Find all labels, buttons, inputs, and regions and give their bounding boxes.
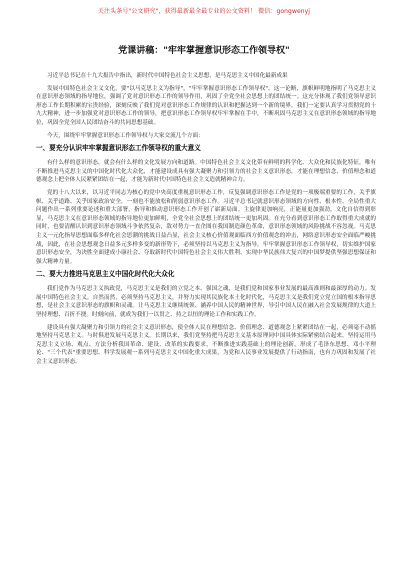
page-title: 党课讲稿："牢牢掌握意识形态工作领导权" xyxy=(118,46,290,56)
section-heading-2: 二、要大力推进马克思主义中国化时代化大众化 xyxy=(36,270,175,279)
paragraph: 今天，围绕牢牢掌握意识形态工作领导权与大家交流几个方面： xyxy=(47,132,204,139)
document-body xyxy=(36,72,376,371)
paragraph: 习近平总书记在十九大报告中指出，新时代中国特色社会主义思想，是马克思主义中国化最新成果 xyxy=(47,73,288,79)
paragraph: 我们党作为马克思主义执政党，马克思主义是我们的立党之本、强国之魂，是我们党和国家事业发展的最高准则和最深厚的动力。发展中国特色社会主义，自然而然，必须坚持马克思主义，并努力实现其民族化本土化时代化，马克思主义是我们党立党立国的根本指导思想，是社会主义意识形态的旗帜和灵魂。让马克思主义继续统领、涵养中国人民的精神世界，导引中国人民在融入社会发展规律的大道上坚持理想、百折不挠。时刻向前，就成为我们一以贯之、持之以恒的理论工作和实践工作。 xyxy=(36,286,376,319)
paragraph: 发展中国特色社会主义文化，要"以马克思主义为指导"，"牢牢掌握意识形态工作领导权"。这一论断，旗帜鲜明地指明了马克思主义在意识形态领域的指导地位，强调了党对意识形态工作的领导作用，巩固了全党全社会思想上的团结统一。这充分体现了我们党领导意识形态工作长期积累的宝贵经验，深刻反映了我们党对意识形态工作规律的认识和把握达到一个新的境界。我们一定要认真学习贯彻党的十九大精神，进一步加强党对意识形态工作的领导，把意识形态工作领导权牢牢掌握在手中，不断巩固马克思主义在意识形态领域的指导地位，巩固全党全国人民团结奋斗的共同思想基础。 xyxy=(36,85,376,126)
paragraph: 建设具有强大凝聚力和引领力的社会主义意识形态，使全体人民在理想信念、价值理念、道德观念上紧紧团结在一起，必须毫不动摇地坚持马克思主义。与时俱进发展马克思主义。长期以来，我们党坚持把马克思主义基本原理同中国具体实际紧密结合起来，坚持运用马克思主义立场、观点、方法分析我国革命、建设、改革的实践要求，不断推进实践基础上的理论创新，形成了毛泽东思想、邓小平理论、"三个代表"重要思想、科学发展观一系列马克思主义中国化重大成果，为党和人民事业发展提供了行动指南，也有力巩固和发展了社会主义意识形态。 xyxy=(36,324,376,366)
paragraph: 有什么样的意识形态，就会有什么样的文化发展方向和道路。中国特色社会主义文化带有鲜明的科学化、大众化和民族化特征，唯有不断推进马克思主义的中国化时代化大众化，才能建设成具有强大凝聚力和引领力的社会主义意识形态，才能在理想信念、价值理念和道德观念上把全体人民紧紧团结在一起，才能为新时代中国特色社会主义造就精神合力。 xyxy=(36,160,376,184)
paragraph: 党的十八大以来，以习近平同志为核心的党中央高度重视意识形态工作，反复强调意识形态工作是党的一项极端重要的工作，关乎旗帜、关乎道路、关乎国家政治安全，一刻也不能放松和削弱意识形态工作。习近平总书记就意识形态领域的方向性、根本性、全局性重大问题作出一系列重要论述和重大部署，指导和推动意识形态工作开创了崭新局面。主旋律更加响亮，正能量更加强劲，文化自信得到彰显，马克思主义在意识形态领域的指导地位更加鲜明，全党全社会思想上的团结统一更加巩固。在充分看到意识形态工作取得重大成就的同时，也要清醒认识到意识形态领域斗争依然复杂，敌对势力一直企图在我国制造颜色革命，意识形态领域的风险挑战不容忽视。马克思主义一元化指导思想面临多样化社会思潮的挑战日益凸显，社会主义核心价值观面临西方价值观念的冲击，网络意识形态安全面临严峻挑战，因此，在社会思想观念日益多元多样多变的新形势下，必须坚持以马克思主义为指导，牢牢掌握意识形态工作领导权，切实维护国家意识形态安全，为决胜全面建成小康社会、夺取新时代中国特色社会主义伟大胜利、实现中华民族伟大复兴的中国梦提供坚强思想保证和强大精神力量。 xyxy=(36,189,376,265)
top-banner: 关注头条号"公文研究"，获得最新最全最专业的公文资料！ 微信：gongwenyj xyxy=(97,8,311,15)
section-heading-1: 一、要充分认识牢牢掌握意识形态工作领导权的重大意义 xyxy=(36,144,201,153)
